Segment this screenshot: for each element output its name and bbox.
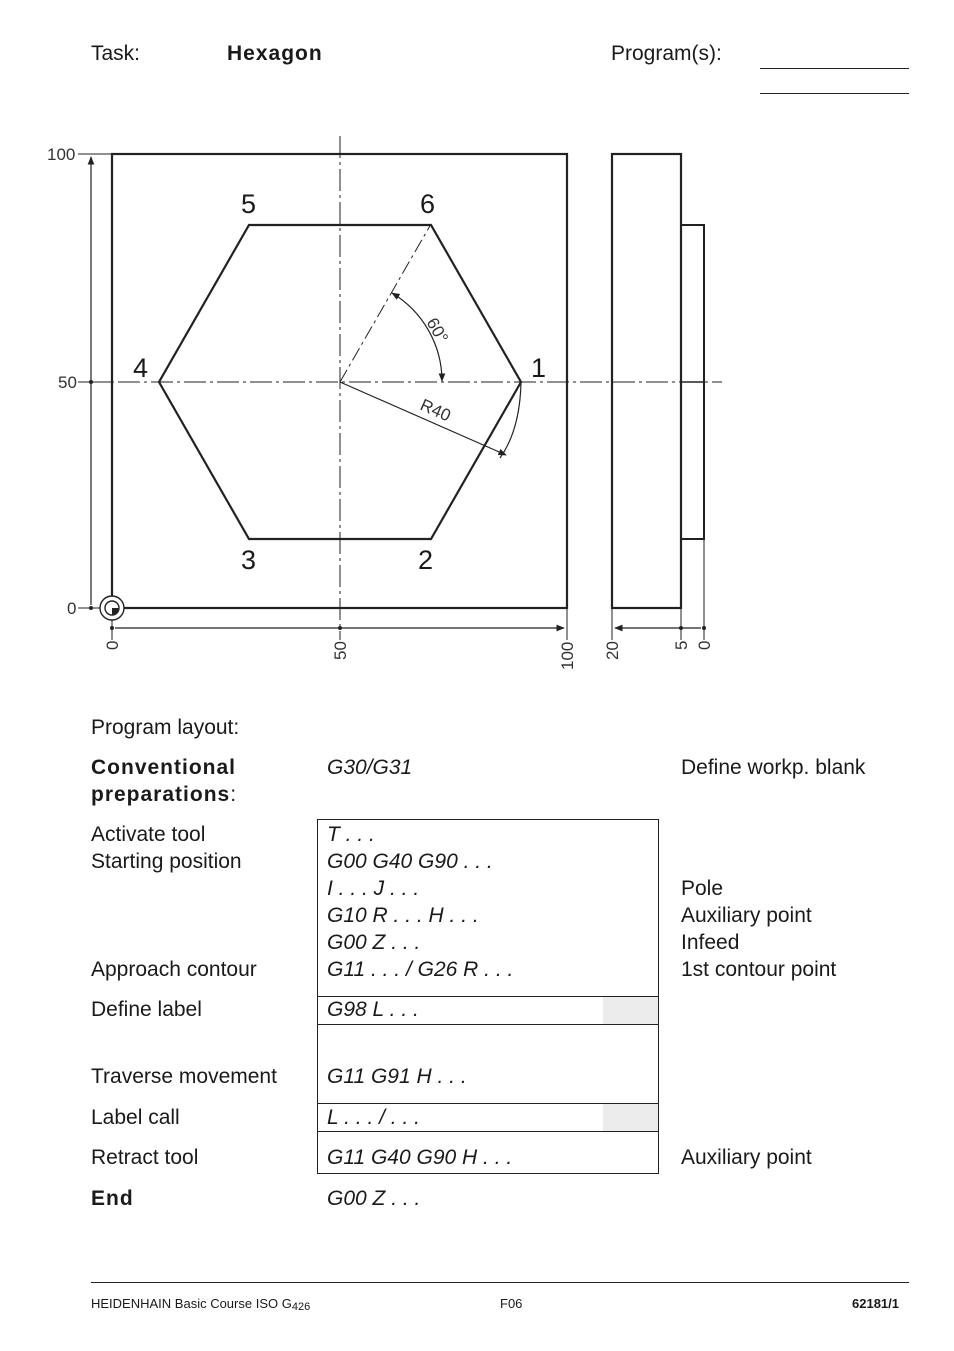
- footer-rule: [91, 1282, 909, 1283]
- footer-number: 62181/1: [852, 1296, 899, 1311]
- angle-label: 60°: [422, 314, 452, 347]
- corner-label-4: 4: [133, 353, 149, 383]
- traverse-code: G11 G91 H . . .: [327, 1065, 467, 1088]
- activate-label: Activate tool: [91, 823, 206, 846]
- prep-label-colon: :: [230, 783, 237, 806]
- approach-comment: 1st contour point: [681, 958, 837, 981]
- end-code: G00 Z . . .: [327, 1187, 421, 1210]
- pole-comment: Pole: [681, 877, 724, 900]
- divider-define-label-bottom: [317, 1024, 659, 1025]
- prep-code: G30/G31: [327, 756, 413, 779]
- corner-label-5: 5: [241, 189, 257, 219]
- corner-label-6: 6: [420, 189, 436, 219]
- y-tick-0: 0: [67, 599, 77, 618]
- corner-label-1: 1: [531, 353, 547, 383]
- traverse-label: Traverse movement: [91, 1065, 277, 1088]
- define-code: G98 L . . .: [327, 998, 419, 1021]
- corner-label-3: 3: [241, 545, 257, 575]
- x-tick-0: 0: [103, 640, 122, 650]
- radius-label: R40: [417, 395, 454, 426]
- call-label: Label call: [91, 1106, 180, 1129]
- x-tick-100: 100: [558, 641, 577, 670]
- y-tick-50: 50: [58, 373, 77, 392]
- prep-comment: Define workp. blank: [681, 756, 866, 779]
- shaded-cell-define: [603, 997, 658, 1024]
- z-tick-20: 20: [603, 641, 622, 660]
- datum-symbol-icon: [100, 596, 124, 620]
- infeed-comment: Infeed: [681, 931, 740, 954]
- angle-construction-line: [340, 224, 431, 382]
- infeed-code: G00 Z . . .: [327, 931, 421, 954]
- call-code: L . . . / . . .: [327, 1106, 420, 1129]
- prep-label-line1: Conventional: [91, 756, 237, 779]
- shaded-cell-call: [603, 1104, 658, 1131]
- approach-code: G11 . . . / G26 R . . .: [327, 958, 514, 981]
- program-layout-title: Program layout:: [91, 716, 240, 739]
- y-tick-100: 100: [47, 145, 76, 164]
- x-tick-50: 50: [331, 641, 350, 660]
- divider-call-bottom: [317, 1131, 659, 1132]
- footer-course-text: HEIDENHAIN Basic Course ISO G: [91, 1296, 292, 1311]
- radius-dimension-line: [340, 382, 506, 455]
- footer-code: F06: [500, 1296, 523, 1311]
- start-code: G00 G40 G90 . . .: [327, 850, 493, 873]
- task-label: Task:: [91, 42, 141, 65]
- end-label: End: [91, 1187, 134, 1210]
- retract-label: Retract tool: [91, 1146, 199, 1169]
- task-name: Hexagon: [227, 42, 323, 65]
- aux-comment: Auxiliary point: [681, 904, 812, 927]
- start-label: Starting position: [91, 850, 242, 873]
- activate-code: T . . .: [327, 823, 375, 846]
- programs-label: Program(s):: [611, 42, 722, 65]
- prep-label-word: preparations: [91, 783, 231, 806]
- dimension-dots: [89, 380, 706, 630]
- footer-course: [91, 1296, 310, 1311]
- z-tick-5: 5: [672, 640, 691, 650]
- define-label: Define label: [91, 998, 202, 1021]
- aux-code: G10 R . . . H . . .: [327, 904, 479, 927]
- corner-label-2: 2: [418, 545, 434, 575]
- footer-course-sub: 426: [291, 1301, 311, 1313]
- prep-label-line2: [91, 783, 236, 807]
- approach-label: Approach contour: [91, 958, 257, 981]
- pole-code: I . . . J . . .: [327, 877, 420, 900]
- workpiece-side-view: [612, 154, 681, 608]
- z-tick-0: 0: [695, 640, 714, 650]
- retract-code: G11 G40 G90 H . . .: [327, 1146, 513, 1169]
- retract-comment: Auxiliary point: [681, 1146, 812, 1169]
